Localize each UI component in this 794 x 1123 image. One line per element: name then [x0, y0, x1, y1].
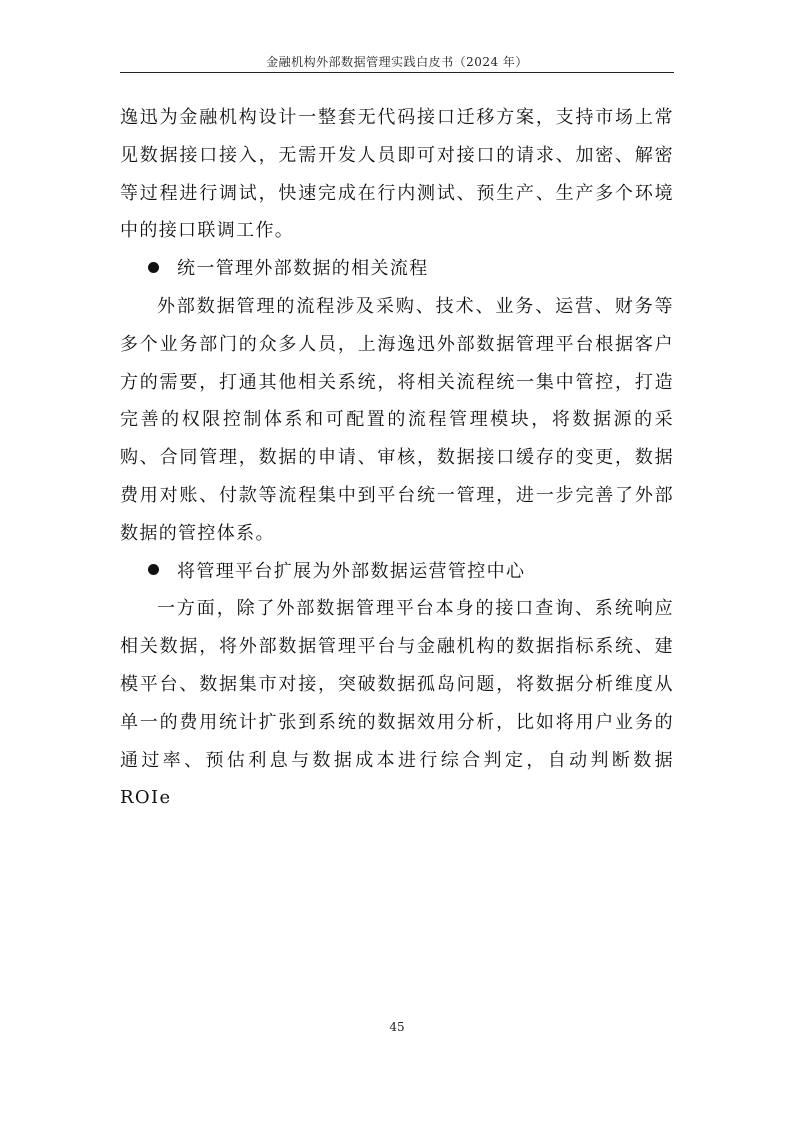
- bullet-item-unified-process: [120, 250, 674, 288]
- paragraph-no-code-migration: 逸迅为金融机构设计一整套无代码接口迁移方案，支持市场上常见数据接口接入，无需开发人员即可对接口的请求、加密、解密等过程进行调试，快速完成在行内测试、预生产、生产多个环境中的接口联调工作。: [120, 107, 674, 242]
- header-title: 金融机构外部数据管理实践白皮书（2024 年）: [266, 55, 528, 69]
- bullet-dot-icon: [148, 262, 159, 273]
- bullet-text: 统一管理外部数据的相关流程: [177, 258, 429, 280]
- page-number: 45: [389, 1020, 405, 1034]
- page-header: [120, 44, 674, 73]
- bullet-dot-icon: [148, 564, 159, 575]
- page-content: [120, 99, 674, 817]
- paragraph-process-management: 外部数据管理的流程涉及采购、技术、业务、运营、财务等多个业务部门的众多人员，上海逸迅外部数据管理平台根据客户方的需要，打通其他相关系统，将相关流程统一集中管控，打造完善的权限控制体系和可配置的流程管理模块，将数据源的采购、合同管理，数据的申请、审核，数据接口缓存的变更，数据费用对账、付款等流程集中到平台统一管理，进一步完善了外部数据的管控体系。: [120, 295, 674, 544]
- bullet-item-operations-center: [120, 553, 674, 591]
- paragraph-data-roi: 一方面，除了外部数据管理平台本身的接口查询、系统响应相关数据，将外部数据管理平台与金融机构的数据指标系统、建模平台、数据集市对接，突破数据孤岛问题，将数据分析维度从单一的费用统计扩张到系统的数据效用分析，比如将用户业务的通过率、预估利息与数据成本进行综合判定，自动判断数据 ROIe: [120, 598, 674, 809]
- bullet-text: 将管理平台扩展为外部数据运营管控中心: [177, 560, 526, 582]
